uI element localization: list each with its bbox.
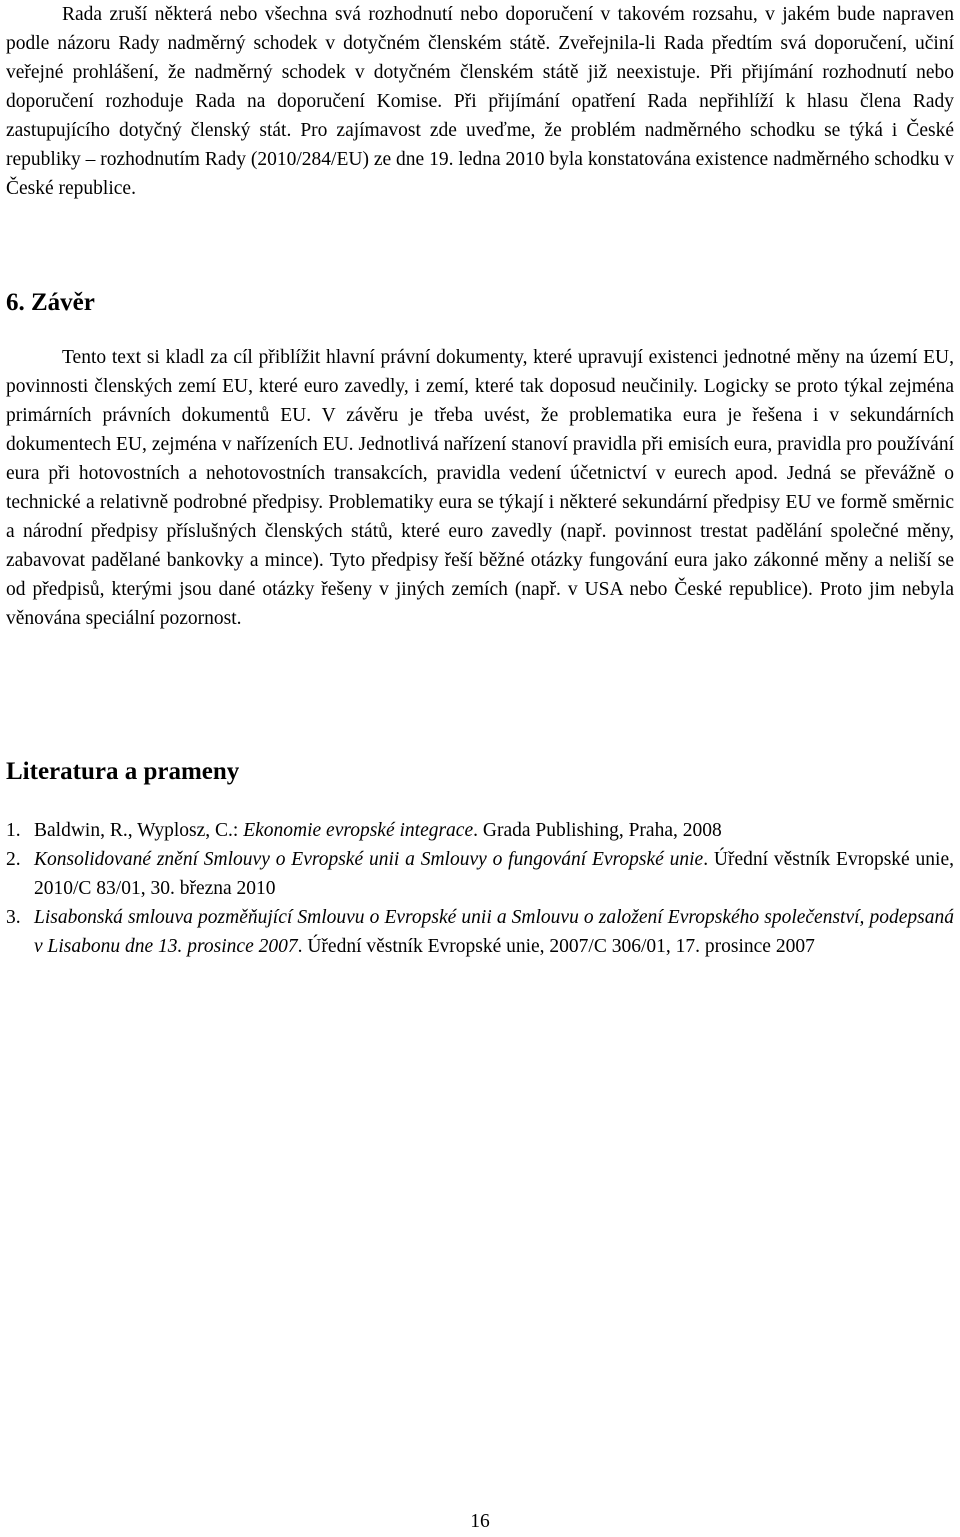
literature-heading: Literatura a prameny — [6, 758, 240, 785]
reference-title: Konsolidované znění Smlouvy o Evropské unii a Smlouvy o fungování Evropské unie — [34, 849, 704, 870]
reference-number: 1. — [6, 820, 21, 841]
section-heading: 6. Závěr — [6, 289, 95, 316]
reference-item — [6, 903, 954, 961]
reference-item — [6, 816, 954, 845]
reference-number: 2. — [6, 849, 21, 870]
reference-publication: . Úřední věstník Evropské unie, 2010/C 83/01, 30. března 2010 — [34, 849, 954, 899]
reference-list — [6, 816, 954, 961]
reference-publication: . Grada Publishing, Praha, 2008 — [473, 820, 722, 841]
page-number: 16 — [470, 1511, 490, 1532]
reference-item — [6, 845, 954, 903]
document-page — [6, 0, 954, 203]
conclusion-paragraph: Tento text si kladl za cíl přiblížit hlavní právní dokumenty, které upravují existenci jednotné měny na území EU, povinnosti členských zemí EU, které euro zavedly, i zemí, které tak doposud neučinily. Logicky se proto týkal zejména primárních právních dokumentů EU. V závěru je třeba uvést, že problematika eura je řešena i v sekundárních dokumentech EU, zejména v nařízeních EU. Jednotlivá nařízení stanoví pravidla při emisích eura, pravidla pro používání eura při hotovostních a nehotovostních transakcích, pravidla vedení účetnictví v eurech apod. Jedná se převážně o technické a relativně podrobné předpisy. Problematiky eura se týkají i některé sekundární předpisy EU ve formě směrnic a národní předpisy příslušných členských států, které euro zavedly (např. povinnost trestat padělání společné měny, zabavovat padělané bankovky a mince). Tyto předpisy řeší běžné otázky fungování eura jako zákonné měny a neliší se od předpisů, kterými jsou dané otázky řešeny v jiných zemích (např. v USA nebo České republice). Proto jim nebyla věnována speciální pozornost. — [6, 347, 954, 629]
reference-author: Baldwin, R., Wyplosz, C.: — [34, 820, 244, 841]
reference-title: Lisabonská smlouva pozměňující Smlouvu o Evropské unii a Smlouvu o založení Evropského společenství, podepsaná v Lisabonu dne 13. prosince 2007 — [34, 907, 954, 957]
body-paragraph: Rada zruší některá nebo všechna svá rozhodnutí nebo doporučení v takovém rozsahu, v jakém bude napraven podle názoru Rady nadměrný schodek v dotyčném členském státě. Zveřejnila-li Rada předtím svá doporučení, učiní veřejné prohlášení, že nadměrný schodek v dotyčném členském státě již neexistuje. Při přijímání rozhodnutí nebo doporučení rozhoduje Rada na doporučení Komise. Při přijímání opatření Rada nepřihlíží k hlasu člena Rady zastupujícího dotyčný členský stát. Pro zajímavost zde uveďme, že problém nadměrného schodku se týká i České republiky – rozhodnutím Rady (2010/284/EU) ze dne 19. ledna 2010 byla konstatována existence nadměrného schodku v České republice. — [6, 4, 954, 199]
reference-number: 3. — [6, 907, 21, 928]
reference-publication: . Úřední věstník Evropské unie, 2007/C 306/01, 17. prosince 2007 — [297, 936, 815, 957]
reference-title: Ekonomie evropské integrace — [243, 820, 474, 841]
